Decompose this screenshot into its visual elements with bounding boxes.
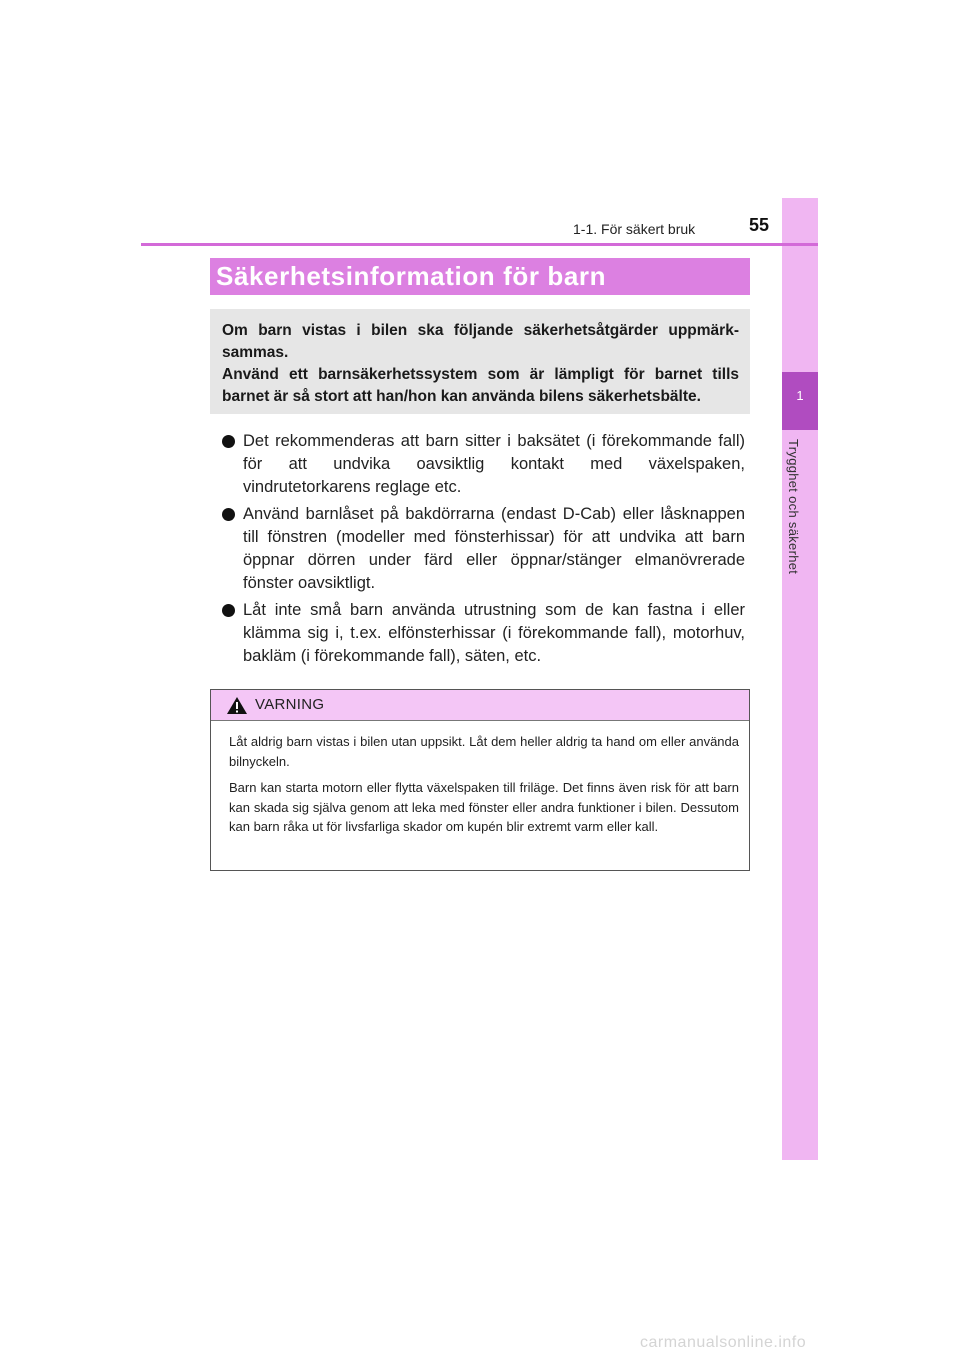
intro-line-2: Använd ett barnsäkerhetssystem som är lämpligt för barnet tills barnet är så stort att han/hon kan använda bilens säkerhetsbälte. <box>222 366 739 405</box>
chapter-title: Trygghet och säkerhet <box>786 439 801 575</box>
intro-line-1: Om barn vistas i bilen ska följande säkerhetsåtgärder uppmärk-sammas. <box>222 322 739 361</box>
warning-header <box>211 690 749 721</box>
chapter-side-tab <box>782 198 818 1160</box>
bullet-item <box>222 503 745 595</box>
header-rule <box>141 243 818 246</box>
warning-body <box>229 732 739 844</box>
intro-box <box>210 309 750 414</box>
bullet-dot-icon <box>222 435 235 448</box>
warning-box <box>210 689 750 871</box>
bullet-text: Använd barnlåset på bakdörrarna (endast D-Cab) eller låsknappen till fönstren (modeller med fönsterhissar) för att undvika att barn öppnar dörren under färd eller öppnar/stänger elmanövrerade fönster oavsiktligt. <box>243 505 745 592</box>
bullet-text: Låt inte små barn använda utrustning som de kan fastna i eller klämma sig i, t.ex. elfönsterhissar (i förekommande fall), motorhuv, bakläm (i förekommande fall), säten, etc. <box>243 601 745 665</box>
title-bar <box>210 258 750 295</box>
bullet-item <box>222 599 745 668</box>
warning-paragraph-2: Barn kan starta motorn eller flytta växelspaken till friläge. Det finns även risk för att barn kan skada sig själva genom att leka med fönster eller andra funktioner i bilen. Dessutom kan barn råka ut för livsfarliga skador om kupén blir extremt varm eller kall. <box>229 780 739 834</box>
page-number: 55 <box>749 215 770 235</box>
intro-text <box>222 320 739 408</box>
warning-triangle-icon <box>226 696 248 715</box>
watermark: carmanualsonline.info <box>640 1334 807 1351</box>
bullet-dot-icon <box>222 508 235 521</box>
chapter-number: 1 <box>796 388 804 403</box>
warning-label: VARNING <box>255 696 325 713</box>
page-title: Säkerhetsinformation för barn <box>216 261 607 291</box>
section-heading: 1-1. För säkert bruk <box>573 221 696 237</box>
bullet-text: Det rekommenderas att barn sitter i baksätet (i förekommande fall) för att undvika oavsiktlig kontakt med växelspaken, vindrutetorkarens reglage etc. <box>243 432 745 496</box>
bullet-dot-icon <box>222 604 235 617</box>
bullet-item <box>222 430 745 499</box>
bullet-list <box>222 430 745 672</box>
warning-paragraph-1: Låt aldrig barn vistas i bilen utan uppsikt. Låt dem heller aldrig ta hand om eller använda bilnyckeln. <box>229 734 739 769</box>
